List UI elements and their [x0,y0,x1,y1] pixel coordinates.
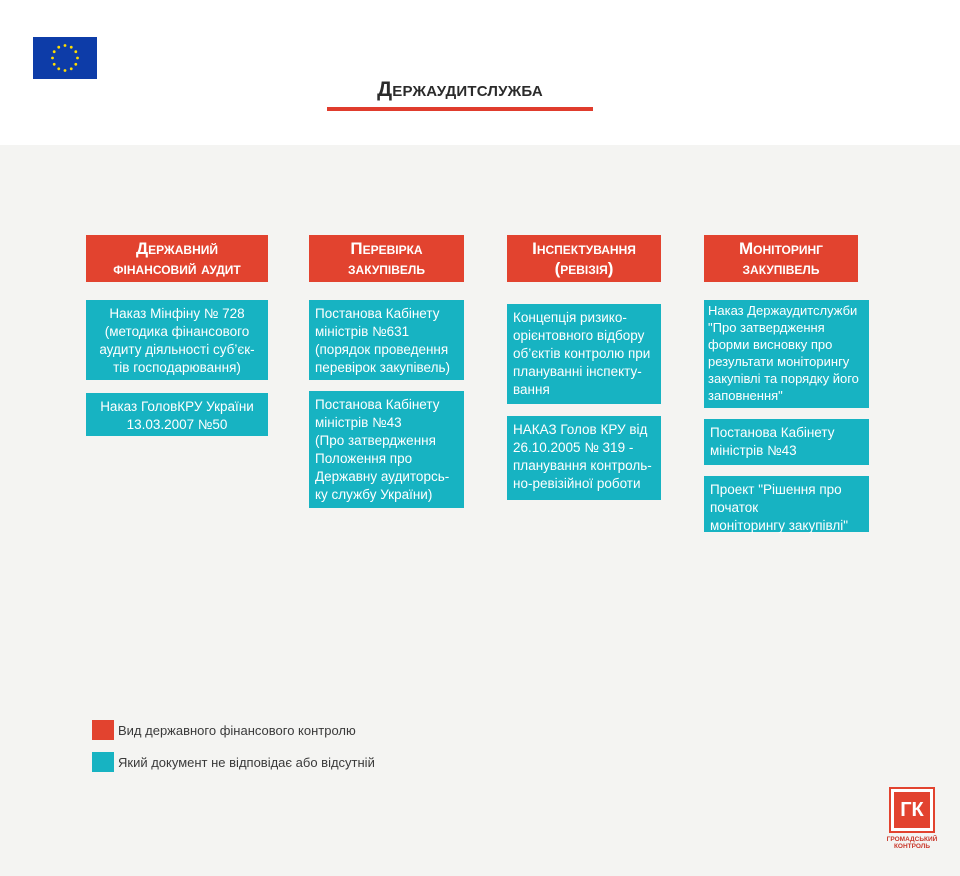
document-card: Постанова Кабінету міністрів №43 (Про затвердження Положення про Державну аудиторсь- ку службу України) [309,391,464,508]
document-card: Наказ ГоловКРУ України 13.03.2007 №50 [86,393,268,436]
header [0,0,960,145]
gk-logo [889,787,935,833]
legend-label-document: Який документ не відповідає або відсутній [118,755,375,770]
document-card: Постанова Кабінету міністрів №43 [704,419,869,465]
document-card: Концепція ризико- орієнтовного відбору об’єктів контролю при плануванні інспекту- вання [507,304,661,404]
page-title: Держаудитслужба [377,78,543,101]
gk-logo-caption: ГРОМАДСЬКИЙ КОНТРОЛЬ [886,836,938,850]
eu-flag-logo [33,37,97,79]
document-card: Наказ Мінфіну № 728 (методика фінансового аудиту діяльності суб’єк- тів господарювання) [86,300,268,380]
document-card: Проект "Рішення про початок моніторингу закупівлі" [704,476,869,532]
eu-stars-icon [33,37,97,79]
title-underline [327,107,593,111]
category-procurement-audit: Перевірка закупівель [309,235,464,282]
category-inspection: Інспектування (ревізія) [507,235,661,282]
document-card: Постанова Кабінету міністрів №631 (порядок проведення перевірок закупівель) [309,300,464,380]
legend-swatch-document [92,752,114,772]
legend-swatch-category [92,720,114,740]
document-card: Наказ Держаудитслужби "Про затвердження форми висновку про результати моніторингу закупівлі та порядку його заповнення" [704,300,869,408]
gk-logo-text: ГК [894,792,930,828]
category-financial-audit: Державний фінансовий аудит [86,235,268,282]
legend-label-category: Вид державного фінансового контролю [118,723,356,738]
category-procurement-monitoring: Моніторинг закупівель [704,235,858,282]
document-card: НАКАЗ Голов КРУ від 26.10.2005 № 319 - планування контроль- но-ревізійної роботи [507,416,661,500]
